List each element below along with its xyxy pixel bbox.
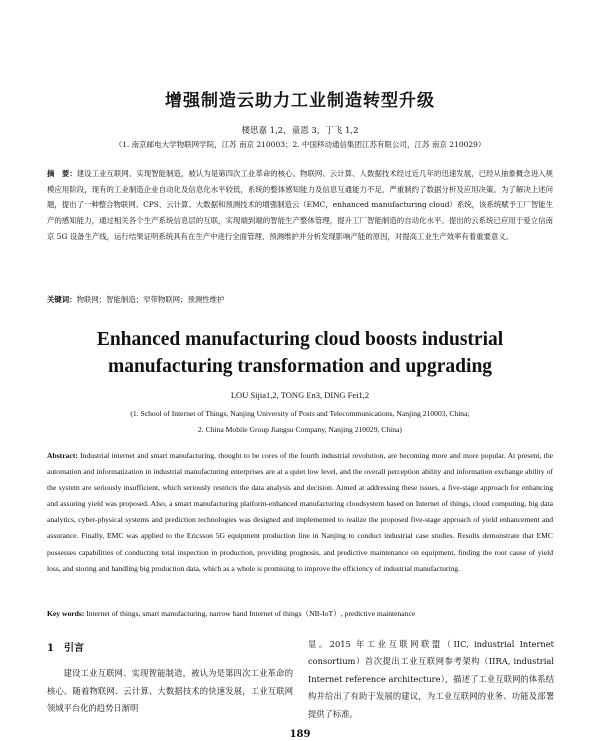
keywords-chinese-label: 关键词： — [47, 295, 77, 304]
keywords-chinese — [47, 294, 553, 305]
body-text-left: 建设工业互联网、实现智能制造，被认为是第四次工业革命的核心。随着物联网、云计算、大数据技术的快速发展，工业互联网领域平台化的趋势日渐明 — [47, 668, 293, 714]
abstract-chinese-text: 建设工业互联网、实现智能制造，被认为是第四次工业革命的核心。物联网、云计算、人数据技术经过近几年的迅速发展，已经从抽象概念进入规模应用阶段，现有的工业制造企业自动化及信息化水平较低，系统的整体感知能力及信息互通能力不足，严重制约了数据分析及应用决策。为了解决上述问题，提出了一种整合物联网、CPS、云计算、大数据和预测技术的增强制造云（EMC，enhanced manufacturing cloud）系统，该系统赋予工厂智能生产的感知能力，通过相关各个生产系统信息层的互联，实现端到端的智能生产整体管理，提升工厂智能制造的自动化水平。提出的云系统已应用于爱立信南京 5G 设备生产线，运行结果证明系统具有在生产中进行全面管理、预测维护并分析发现影响产能的原因，对提高工业生产效率有着重要意义。 — [47, 169, 553, 241]
abstract-chinese-label: 摘 要： — [47, 169, 77, 178]
keywords-english-text: Internet of things, smart manufacturing, narrow band Internet of things（NB-IoT）, predictive maintenance — [86, 609, 416, 618]
title-english-line1: Enhanced manufacturing cloud boosts industrial — [96, 329, 504, 350]
affiliation-chinese: （1. 南京邮电大学物联网学院，江苏 南京 210003；2. 中国移动通信集团江苏有限公司，江苏 南京 210029） — [114, 140, 486, 149]
keywords-chinese-text: 物联网；智能制造；窄带物联网；预测性维护 — [76, 295, 225, 304]
affiliation-english — [40, 406, 560, 438]
keywords-english-label: Key words: — [47, 609, 85, 618]
page-number: 189 — [289, 729, 311, 740]
title-english — [40, 326, 560, 380]
body-column-right — [308, 636, 554, 723]
abstract-english-label: Abstract: — [47, 451, 78, 460]
abstract-chinese — [47, 166, 553, 245]
title-chinese: 增强制造云助力工业制造转型升级 — [165, 91, 435, 111]
title-english-line2: manufacturing transformation and upgrading — [107, 356, 493, 377]
keywords-english — [47, 608, 553, 619]
affiliation-english-line2: 2. China Mobile Group Jiangsu Company, Nanjing 210029, China) — [198, 425, 402, 434]
authors-chinese: 楼思嘉 1,2，童恩 3，丁飞 1,2 — [241, 126, 359, 136]
body-column-left — [47, 636, 293, 718]
abstract-english — [47, 448, 553, 577]
authors-english: LOU Sijia1,2, TONG En3, DING Fei1,2 — [230, 390, 370, 400]
affiliation-english-line1: (1. School of Internet of Things, Nanjing University of Posts and Telecommunications, Nanjing 210003, China; — [130, 409, 470, 418]
body-text-right: 显。2015 年工业互联网联盟（IIC, industrial Internet consortium）首次提出工业互联网参考架构（IIRA, industrial Internet reference architecture），描述了工业互联网的体系结构并给出了有助于发展的建议，为工业互联网的业务、功能及部署提供了标准。 — [308, 639, 554, 719]
abstract-english-text: Industrial internet and smart manufacturing, thought to be cores of the fourth industrial revolution, are becoming more and more popular. At present, the automation and informatization in industrial manufacturing enterprises are at a quiet low level, and the overall perception ability and information exchange ability of the system are seriously insufficient, which seriously restricts the data analysis and decision. Aimed at addressing these issues, a five-stage approach for enhancing and assuring yield was proposed. Also, a smart manufacturing platform-enhanced manufacturing cloudsystem based on Internet of things, cloud computing, big data analytics, cyber-physical systems and prediction technologies was designed and implemented to realize the proposed five-stage approach of yield enhancement and assurance. Finally, EMC was applied to the Ericsson 5G equipment production line in Nanjing to conduct industrial case studies. Results demonstrate that EMC possesses capabilities of conducting total inspection in production, providing prognosis, and predictive maintenance on equipment, finding the root cause of yield loss, and storing and handling big production data, which as a whole is promising to improve the efficiency of industrial manufacturing. — [47, 451, 554, 573]
section-heading: 1 引言 — [47, 643, 84, 654]
